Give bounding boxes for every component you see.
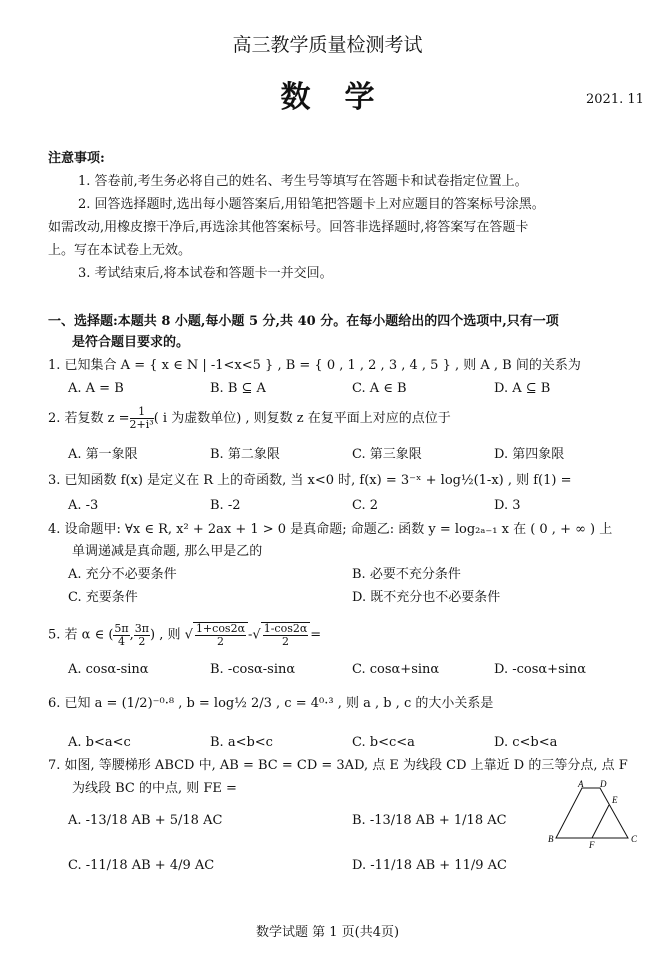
label-e: E xyxy=(612,795,618,805)
q7-option-b: B. -13/18 AB + 1/18 AC xyxy=(352,813,507,828)
q4-option-d: D. 既不充分也不必要条件 xyxy=(352,590,501,605)
segment-fe xyxy=(592,805,609,838)
q5-frac-1-num: 5π xyxy=(114,621,129,635)
q5-frac-2-num: 3π xyxy=(134,621,150,635)
subject-title: 数学 xyxy=(280,80,409,115)
label-c: C xyxy=(631,834,638,844)
q4-stem-line-1: 4. 设命题甲: ∀x ∈ R, x² + 2ax + 1 > 0 是真命题; 命题乙: 函数 y = log₂ₐ₋₁ x 在 ( 0 , + ∞ ) 上 xyxy=(48,522,613,537)
q4-option-a: A. 充分不必要条件 xyxy=(68,567,177,582)
q5-option-d: D. -cosα+sinα xyxy=(494,662,587,677)
q2-stem-post: ( i 为虚数单位) , 则复数 z 在复平面上对应的点位于 xyxy=(153,411,451,426)
exam-date: 2021. 11 xyxy=(586,92,644,107)
section1-heading-line-1: 一、选择题:本题共 8 小题,每小题 5 分,共 40 分。在每小题给出的四个选项中,只有一项 xyxy=(48,314,559,329)
exam-title: 高三教学质量检测考试 xyxy=(232,34,423,56)
q2-stem-pre: 2. 若复数 z = xyxy=(48,411,130,426)
q6-stem: 6. 已知 a = (1/2)⁻⁰·⁸ , b = log½ 2/3 , c = 4⁰·³ , 则 a , b , c 的大小关系是 xyxy=(48,696,494,711)
q4-option-c: C. 充要条件 xyxy=(68,590,138,605)
q2-fraction-num: 1 xyxy=(130,406,154,419)
q7-stem-line-1: 7. 如图, 等腰梯形 ABCD 中, AB = BC = CD = 3AD, 点 E 为线段 CD 上靠近 D 的三等分点, 点 F xyxy=(48,758,628,773)
q3-option-d: D. 3 xyxy=(494,498,521,513)
q5-sqrt-1-num: 1+cos2α xyxy=(195,622,246,635)
q1-option-d: D. A ⊆ B xyxy=(494,381,551,396)
label-b: B xyxy=(548,834,554,844)
q5-stem: 5. 若 α ∈ ( $\frac{5\pi}{4}$ , $\frac{3\pi}{2}$ ) , 则 √ $\frac{1+\cos 2\alpha}{2}$ -√ $\frac{1-\cos 2\alpha}{2}$ = xyxy=(48,621,322,648)
q2-fraction-den: 2+i³ xyxy=(129,418,154,431)
q5-frac-2-den: 2 xyxy=(138,634,146,648)
q5-minus: - xyxy=(248,627,253,643)
section1-heading-line-2: 是符合题目要求的。 xyxy=(72,335,190,350)
q5-sqrt-2-num: 1-cos2α xyxy=(263,622,308,635)
q2-stem xyxy=(48,406,451,431)
page-footer: 数学试题 第 1 页(共4页) xyxy=(255,925,400,940)
q2-option-b: B. 第二象限 xyxy=(210,447,280,462)
q7-option-d: D. -11/18 AB + 11/9 AC xyxy=(352,858,507,873)
q4-option-b: B. 必要不充分条件 xyxy=(352,567,461,582)
q6-option-a: A. b<a<c xyxy=(68,735,131,750)
q5-frac-1-den: 4 xyxy=(118,634,126,648)
q7-stem-line-2: 为线段 BC 的中点, 则 FE = xyxy=(72,781,237,796)
q6-option-d: D. c<b<a xyxy=(494,735,558,750)
q7-option-a: A. -13/18 AB + 5/18 AC xyxy=(68,813,223,828)
q5-eq: = xyxy=(310,627,322,643)
q3-option-b: B. -2 xyxy=(210,498,241,513)
q1-option-b: B. B ⊆ A xyxy=(210,381,266,396)
q7-option-c: C. -11/18 AB + 4/9 AC xyxy=(68,858,215,873)
q5-sep: , xyxy=(129,627,134,643)
q6-option-b: B. a<b<c xyxy=(210,735,273,750)
trapezoid-figure xyxy=(548,778,648,850)
label-f: F xyxy=(589,840,595,850)
q5-sqrt-1 xyxy=(193,622,248,648)
notice-item-3: 3. 考试结束后,将本试卷和答题卡一并交回。 xyxy=(78,266,333,281)
notice-heading: 注意事项: xyxy=(48,151,105,166)
q5-option-c: C. cosα+sinα xyxy=(352,662,440,677)
q5-option-a: A. cosα-sinα xyxy=(68,662,149,677)
q5-pre: 5. 若 α ∈ ( xyxy=(48,627,114,643)
q5-frac-2 xyxy=(134,623,150,648)
notice-item-2-line-3: 上。写在本试卷上无效。 xyxy=(48,243,192,258)
q5-sqrt-2-den: 2 xyxy=(282,635,289,648)
label-a: A xyxy=(578,779,584,789)
notice-item-2-line-2: 如需改动,用橡皮擦干净后,再选涂其他答案标号。回答非选择题时,将答案写在答题卡 xyxy=(48,220,529,235)
q3-stem: 3. 已知函数 f(x) 是定义在 R 上的奇函数, 当 x<0 时, f(x) = 3⁻ˣ + log½(1-x) , 则 f(1) = xyxy=(48,473,572,488)
q3-option-a: A. -3 xyxy=(68,498,99,513)
q5-frac-1 xyxy=(113,623,129,648)
q2-option-a: A. 第一象限 xyxy=(68,447,138,462)
q3-option-c: C. 2 xyxy=(352,498,379,513)
notice-item-2-line-1: 2. 回答选择题时,选出每小题答案后,用铅笔把答题卡上对应题目的答案标号涂黑。 xyxy=(78,197,545,212)
q2-option-c: C. 第三象限 xyxy=(352,447,422,462)
q5-option-b: B. -cosα-sinα xyxy=(210,662,296,677)
q1-stem: 1. 已知集合 A = { x ∈ N | -1<x<5 } , B = { 0 , 1 , 2 , 3 , 4 , 5 } , 则 A , B 间的关系为 xyxy=(48,358,581,373)
q5-sqrt-2 xyxy=(261,622,311,648)
q5-sqrt-1-den: 2 xyxy=(216,635,224,648)
q4-stem-line-2: 单调递减是真命题, 那么甲是乙的 xyxy=(72,544,263,559)
q6-option-c: C. b<c<a xyxy=(352,735,415,750)
q2-option-d: D. 第四象限 xyxy=(494,447,565,462)
label-d: D xyxy=(600,779,607,789)
q5-mid: ) , 则 xyxy=(150,627,181,643)
q2-fraction xyxy=(130,406,154,431)
q1-option-a: A. A = B xyxy=(68,381,124,396)
q1-option-c: C. A ∈ B xyxy=(352,381,407,396)
notice-item-1: 1. 答卷前,考生务必将自己的姓名、考生号等填写在答题卡和试卷指定位置上。 xyxy=(78,174,528,189)
